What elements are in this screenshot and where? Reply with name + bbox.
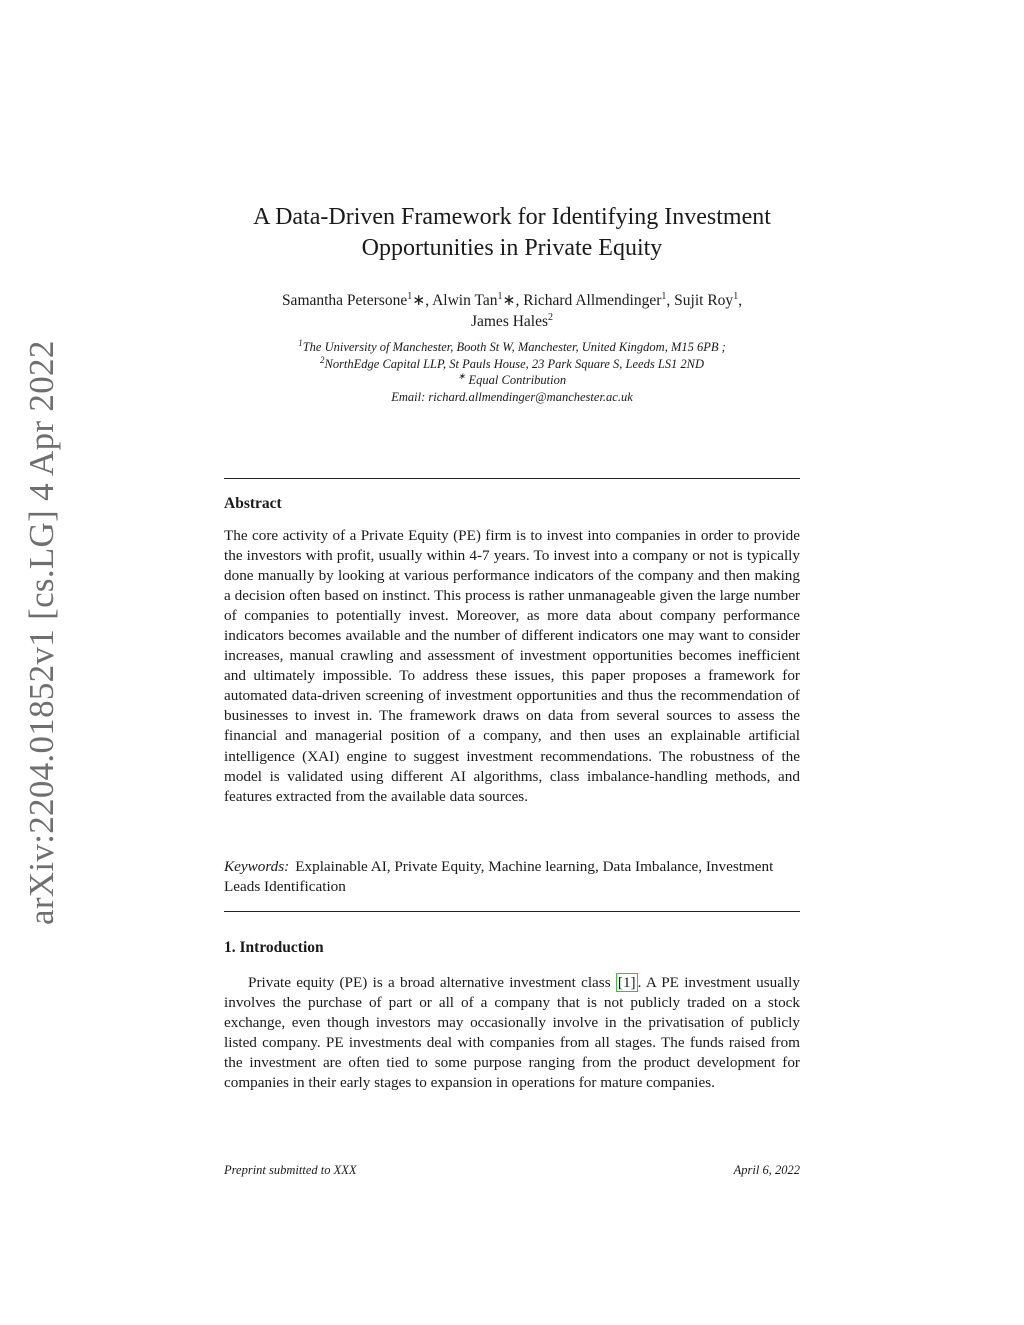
equal-contrib-mark: ∗ [412, 292, 426, 309]
equal-contrib-mark: ∗ [457, 370, 466, 381]
abstract-top-rule [224, 478, 800, 479]
introduction-paragraph [224, 973, 800, 1094]
title-line-2: Opportunities in Private Equity [361, 235, 663, 261]
keywords-text: Explainable AI, Private Equity, Machine learning, Data Imbalance, Investment Leads Identification [224, 858, 774, 895]
affiliation-mark: 1 [298, 337, 303, 348]
citation-link[interactable]: [1] [617, 974, 636, 991]
author-affil-mark: 2 [548, 311, 554, 323]
abstract-body: The core activity of a Private Equity (PE) firm is to invest into companies in order to provide the investors with profit, usually within 4-7 years. To invest into a company or not is typically done manually by looking at various performance indicators of the company and then making a decision often based on instinct. This process is rather unmanageable given the large number of companies to potentially invest. Moreover, as more data about company performance indicators becomes available and the number of different indicators one may want to consider increases, manual crawling and assessment of investment opportunities becomes inefficient and ultimately impossible. To address these issues, this paper proposes a framework for automated data-driven screening of investment opportunities and thus the recommendation of businesses to invest in. The framework draws on data from several sources to assess the financial and managerial position of a company, and then uses an explainable artificial intelligence (XAI) engine to suggest investment recommendations. The robustness of the model is validated using different AI algorithms, class imbalance-handling methods, and features extracted from the available data sources. [224, 527, 800, 805]
affiliation-mark: 2 [319, 354, 325, 365]
title-line-1: A Data-Driven Framework for Identifying Investment [253, 204, 771, 230]
keywords-label: Keywords: [224, 858, 290, 875]
footer-preprint-note: Preprint submitted to XXX [224, 1163, 357, 1177]
author-affil-mark: 1 [407, 290, 413, 302]
contact-email: Email: richard.allmendinger@manchester.ac.uk [391, 389, 633, 404]
author-name: Richard Allmendinger [523, 292, 662, 309]
author-affil-mark: 1 [661, 290, 667, 302]
author-name: James Hales [470, 313, 549, 330]
intro-text-part-1: Private equity (PE) is a broad alternative investment class [248, 974, 616, 991]
footer-date: April 6, 2022 [733, 1163, 800, 1177]
equal-contrib-mark: ∗ [502, 292, 516, 309]
intro-text-part-2: . A PE investment usually involves the purchase of part or all of a company that is not publicly traded on a stock exchange, even though investors may occasionally involve in the privatisation of publicly listed company. PE investments deal with companies from all stages. The funds raised from the investment are often tied to some purpose ranging from the product development for companies in their early stages to expansion in operations for mature companies. [224, 974, 800, 1092]
author-affil-mark: 1 [733, 290, 739, 302]
arxiv-identifier-stamp: arXiv:2204.01852v1 [cs.LG] 4 Apr 2022 [22, 340, 61, 925]
author-affil-mark: 1 [497, 290, 503, 302]
author-list: Samantha Petersone$^1$∗, Alwin Tan$^1$∗, Richard Allmendinger$^1$, Sujit Roy$^1$, James Hales$^2$ [281, 290, 743, 330]
keywords [224, 857, 800, 897]
affiliations [184, 339, 840, 405]
affiliation-text: The University of Manchester, Booth St W, Manchester, United Kingdom, M15 6PB ; [302, 340, 726, 354]
abstract-heading: Abstract [224, 495, 282, 512]
author-name: Alwin Tan [432, 292, 498, 309]
affiliation-text: NorthEdge Capital LLP, St Pauls House, 23 Park Square S, Leeds LS1 2ND [324, 356, 705, 371]
paper-title [184, 202, 840, 264]
author-name: Sujit Roy [674, 292, 734, 309]
author-name: Samantha Petersone [281, 292, 408, 309]
equal-contribution-note [184, 372, 840, 389]
affiliation-1 [184, 339, 840, 356]
section-heading-introduction: 1. Introduction [224, 939, 324, 956]
equal-contribution-text: Equal Contribution [468, 373, 567, 387]
affiliation-2 [184, 356, 840, 373]
abstract-bottom-rule [224, 911, 800, 912]
